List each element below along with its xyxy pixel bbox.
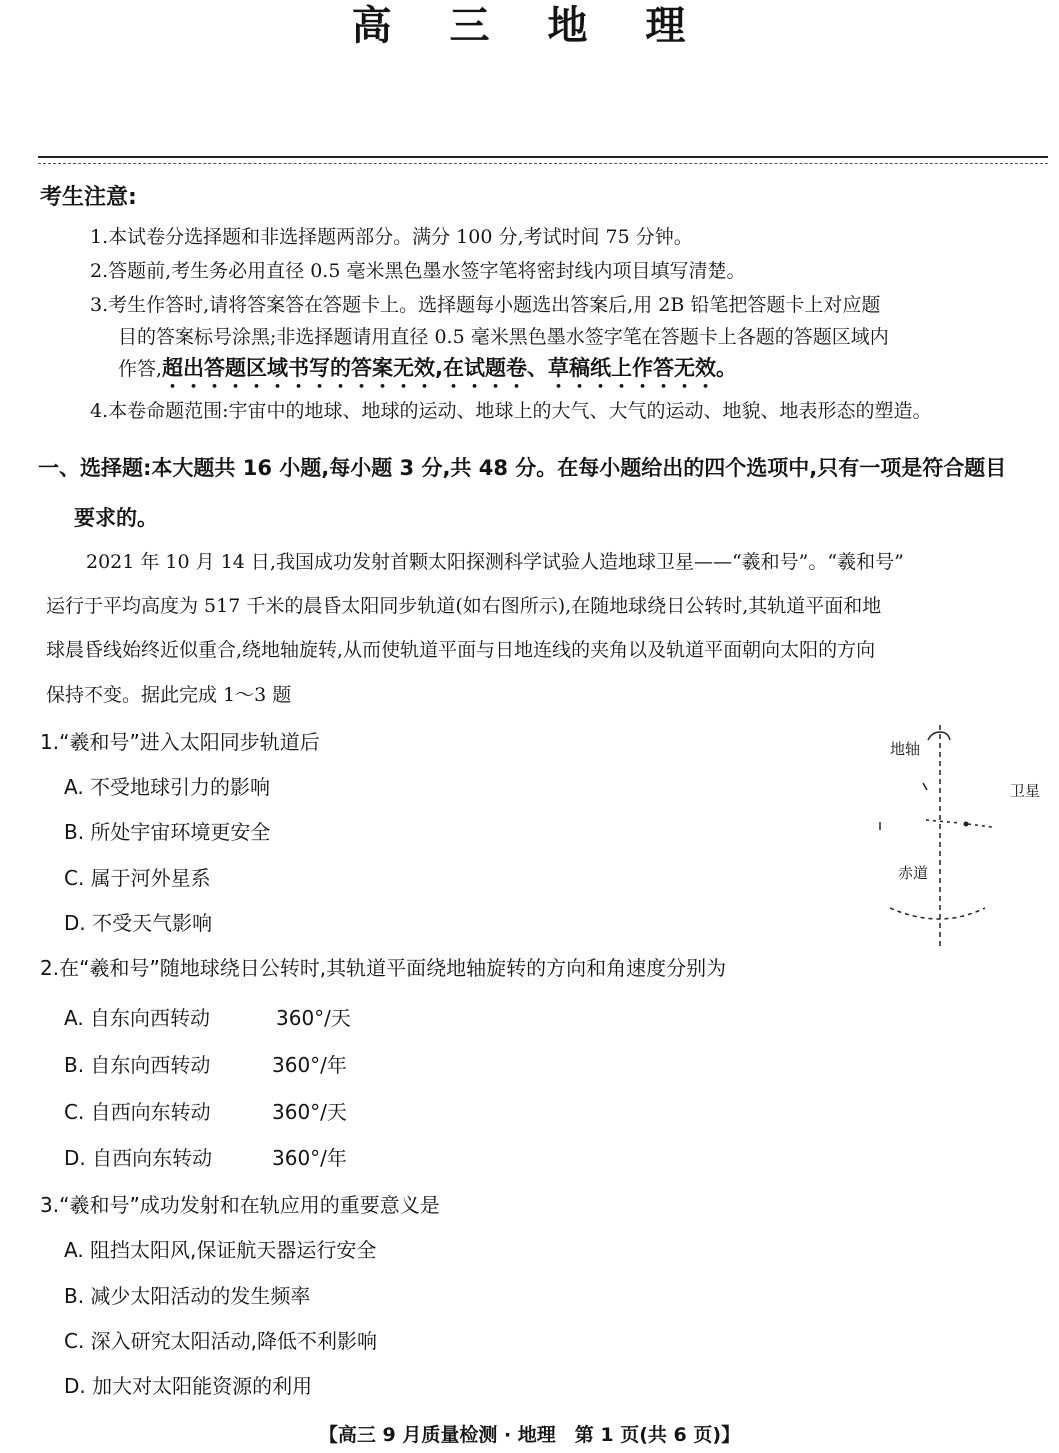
notice-item-3-line-1: 3.考生作答时,请将答案答在答题卡上。选择题每小题选出答案后,用 2B 铅笔把答题卡上对应题 [90, 294, 881, 316]
figure-label-equator: 赤道 [898, 864, 929, 882]
question-2-option-b: B. 自东向西转动 [64, 1053, 211, 1077]
header-divider [38, 156, 1048, 158]
question-3-option-a: A. 阻挡太阳风,保证航天器运行安全 [64, 1238, 377, 1262]
notice-item-4: 4.本卷命题范围:宇宙中的地球、地球的运动、地球上的大气、大气的运动、地貌、地表形态的塑造。 [90, 400, 932, 422]
question-2-option-c-value: 360°/天 [272, 1100, 347, 1124]
passage-line-3: 球晨昏线始终近似重合,绕地轴旋转,从而使轨道平面与日地连线的夹角以及轨道平面朝向太阳的方向 [46, 639, 876, 661]
question-2-option-a-value: 360°/天 [276, 1006, 351, 1030]
figure-label-axis: 地轴 [890, 740, 921, 758]
question-1-option-c: C. 属于河外星系 [64, 866, 211, 890]
question-3-option-d: D. 加大对太阳能资源的利用 [64, 1374, 313, 1398]
passage-line-1: 2021 年 10 月 14 日,我国成功发射首颗太阳探测科学试验人造地球卫星——“羲和号”。“羲和号” [86, 551, 904, 573]
orbit-figure [870, 720, 1050, 960]
notice-emphasis-text: 超出答题区域书写的答案无效,在试题卷、草稿纸上作答无效。 [162, 356, 738, 380]
page-footer: 【高三 9 月质量检测 · 地理 第 1 页(共 6 页)】 [318, 1424, 741, 1446]
passage-line-4: 保持不变。据此完成 1～3 题 [46, 684, 292, 706]
notice-item-3-prefix: 作答, [118, 358, 163, 380]
question-3-stem: 3.“羲和号”成功发射和在轨应用的重要意义是 [40, 1193, 440, 1217]
question-2-option-d: D. 自西向东转动 [64, 1146, 213, 1170]
question-2-option-a: A. 自东向西转动 [64, 1006, 211, 1030]
question-2-option-d-value: 360°/年 [272, 1146, 347, 1170]
passage-line-2: 运行于平均高度为 517 千米的晨昏太阳同步轨道(如右图所示),在随地球绕日公转时,其轨道平面和地 [46, 595, 882, 617]
question-3-option-b: B. 减少太阳活动的发生频率 [64, 1284, 311, 1308]
page-title: 高 三 地 理 [351, 3, 708, 49]
notice-item-3-line-3 [118, 352, 737, 393]
figure-label-satellite: 卫星 [1010, 782, 1041, 800]
notice-item-1: 1.本试卷分选择题和非选择题两部分。满分 100 分,考试时间 75 分钟。 [90, 226, 693, 248]
question-1-stem: 1.“羲和号”进入太阳同步轨道后 [40, 730, 320, 754]
section-heading-cont: 要求的。 [74, 506, 158, 530]
header-divider-dashed [38, 163, 1048, 164]
section-heading: 一、选择题:本大题共 16 小题,每小题 3 分,共 48 分。在每小题给出的四个选项中,只有一项是符合题目 [38, 456, 1007, 480]
question-2-option-c: C. 自西向东转动 [64, 1100, 211, 1124]
question-2-option-b-value: 360°/年 [272, 1053, 347, 1077]
notice-item-2: 2.答题前,考生务必用直径 0.5 毫米黑色墨水签字笔将密封线内项目填写清楚。 [90, 260, 746, 282]
notice-item-3-line-2: 目的答案标号涂黑;非选择题请用直径 0.5 毫米黑色墨水签字笔在答题卡上各题的答题区域内 [118, 326, 889, 348]
question-2-stem: 2.在“羲和号”随地球绕日公转时,其轨道平面绕地轴旋转的方向和角速度分别为 [40, 956, 727, 980]
question-1-option-d: D. 不受天气影响 [64, 911, 213, 935]
question-3-option-c: C. 深入研究太阳活动,降低不利影响 [64, 1329, 378, 1353]
question-1-option-b: B. 所处宇宙环境更安全 [64, 820, 271, 844]
question-1-option-a: A. 不受地球引力的影响 [64, 775, 271, 799]
notice-heading: 考生注意: [40, 185, 137, 210]
